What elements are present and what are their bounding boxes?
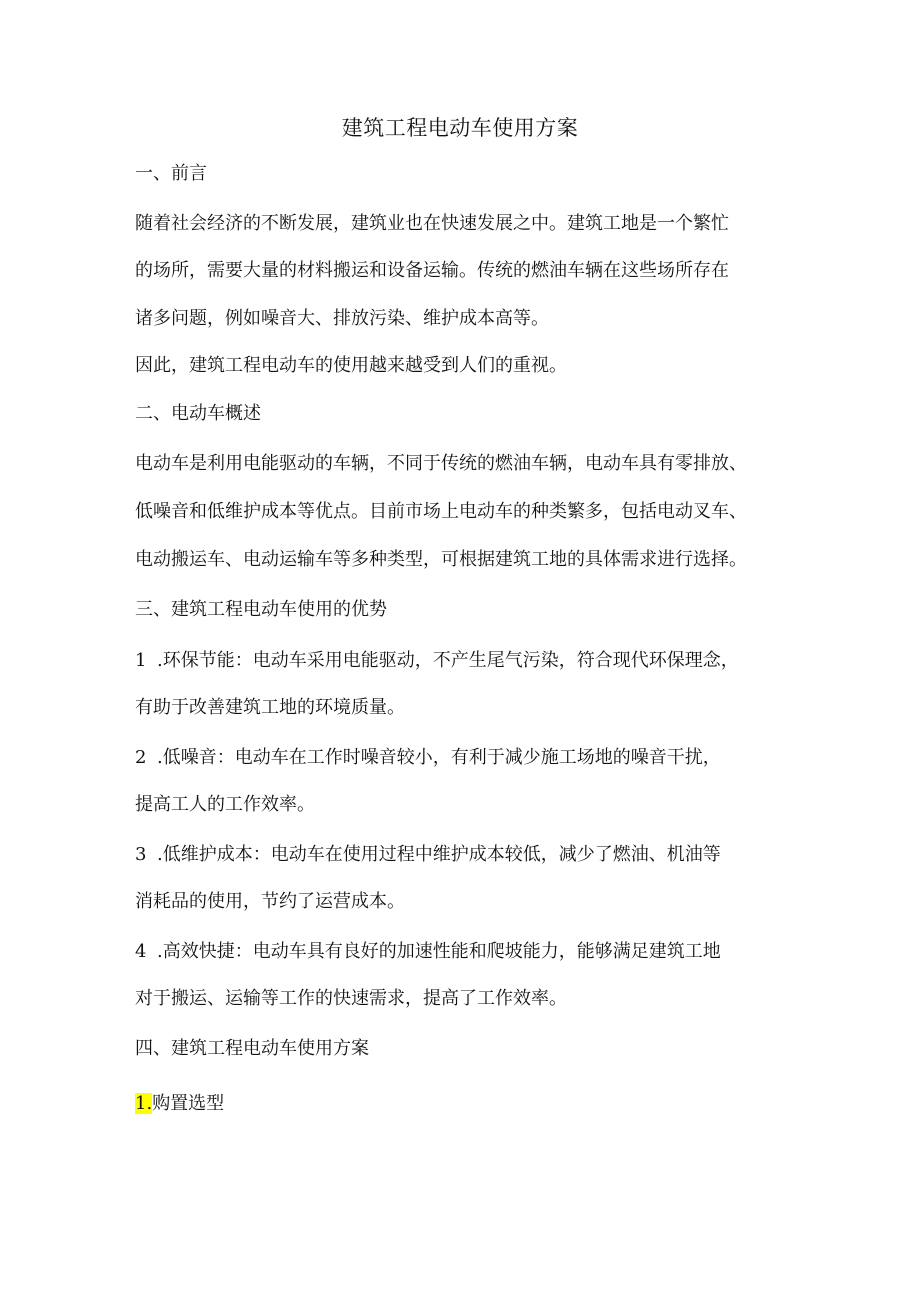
list-text: .环保节能：电动车采用电能驱动，不产生尾气污染，符合现代环保理念， [157,650,739,671]
list-item-4 [135,939,795,965]
sub-item-1 [135,1091,795,1117]
paragraph-line: 因此，建筑工程电动车的使用越来越受到人们的重视。 [135,355,567,376]
section-heading-advantages: 三、建筑工程电动车使用的优势 [135,599,387,620]
list-text: .低维护成本：电动车在使用过程中维护成本较低，减少了燃油、机油等 [157,844,721,865]
paragraph-line: 提高工人的工作效率。 [135,794,315,815]
section-heading-plan: 四、建筑工程电动车使用方案 [135,1038,369,1059]
paragraph-line: 消耗品的使用，节约了运营成本。 [135,891,405,912]
list-number: 1 [135,650,147,671]
list-number: 4 [135,941,147,962]
section-heading-preface: 一、前言 [135,163,207,184]
highlighted-number: 1. [135,1093,153,1114]
list-text: .高效快捷：电动车具有良好的加速性能和爬坡能力，能够满足建筑工地 [157,941,721,962]
paragraph-line: 诸多问题，例如噪音大、排放污染、维护成本高等。 [135,308,549,329]
paragraph-line: 的场所，需要大量的材料搬运和设备运输。传统的燃油车辆在这些场所存在 [135,260,729,281]
paragraph-line: 对于搬运、运输等工作的快速需求，提高了工作效率。 [135,988,567,1009]
paragraph-line: 有助于改善建筑工地的环境质量。 [135,697,405,718]
list-text: .低噪音：电动车在工作时噪音较小，有利于减少施工场地的噪音干扰， [157,747,721,768]
paragraph-line: 电动搬运车、电动运输车等多种类型，可根据建筑工地的具体需求进行选择。 [135,549,747,570]
list-item-2 [135,745,795,771]
list-item-1 [135,648,795,674]
list-item-3 [135,842,795,868]
paragraph-line: 低噪音和低维护成本等优点。目前市场上电动车的种类繁多，包括电动叉车、 [135,501,747,522]
section-heading-overview: 二、电动车概述 [135,403,261,424]
document-title: 建筑工程电动车使用方案 [341,116,579,140]
paragraph-line: 电动车是利用电能驱动的车辆，不同于传统的燃油车辆，电动车具有零排放、 [135,453,747,474]
list-number: 3 [135,844,147,865]
list-number: 2 [135,747,147,768]
paragraph-line: 随着社会经济的不断发展，建筑业也在快速发展之中。建筑工地是一个繁忙 [135,213,729,234]
sub-item-text: 购置选型 [152,1093,225,1114]
